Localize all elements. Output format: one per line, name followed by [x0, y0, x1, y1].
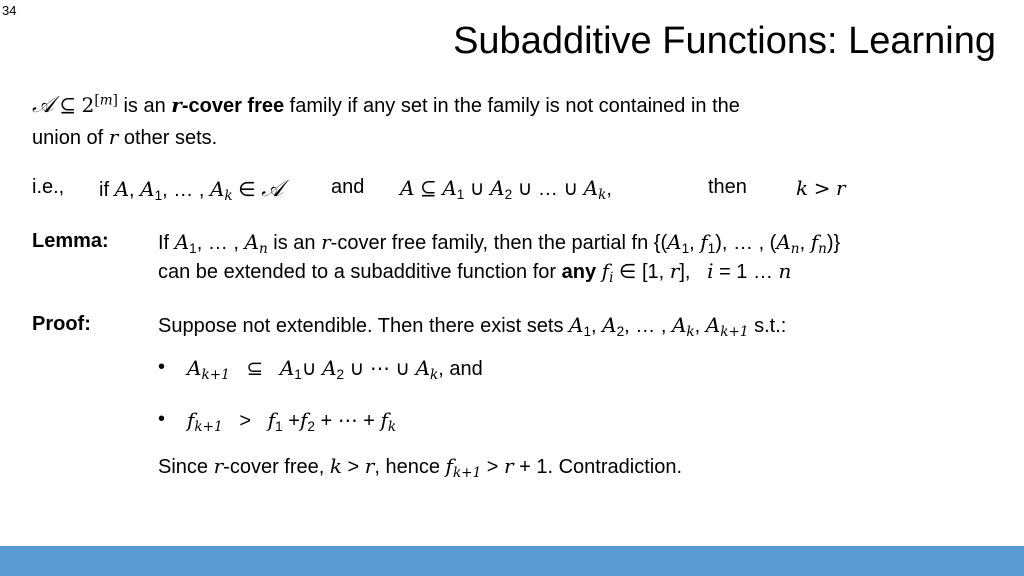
bullet-1-content: $A_{k+1}$ ⊆ $A_1\cup$ $A_2$ ∪ ⋯ ∪ $A_k$, and — [187, 356, 483, 383]
ie-conclusion: k > r — [796, 176, 846, 200]
bullet-2-marker: • — [158, 408, 166, 430]
proof-label: Proof: — [32, 313, 91, 335]
ie-then: then — [708, 176, 747, 198]
lemma-line-2: can be extended to a subadditive function for any $f_i$ ∈ [1, r], i = 1 … n — [158, 259, 792, 286]
definition-line-1: 𝒜 ⊆ 2[m] is an r-cover free family if any set in the family is not contained in the — [32, 92, 740, 118]
footer-bar — [0, 546, 1024, 576]
lemma-any: any — [561, 261, 597, 283]
lemma-line-1: If $A_1$, … , $A_n$ is an r-cover free family, then the partial fn {($A_1$, $f_1$), … , ($A_n$, $f_n$)} — [158, 230, 841, 257]
definition-line-2: union of r other sets. — [32, 125, 218, 149]
cover-free-term: -cover free — [181, 95, 285, 117]
slide-title: Subadditive Functions: Learning — [453, 20, 996, 62]
ie-condition: if A, $A_1$, … , $A_k$ ∈ 𝒜 — [99, 176, 283, 204]
ie-and: and — [331, 176, 365, 198]
slide-number: 34 — [2, 3, 17, 18]
bullet-1-marker: • — [158, 356, 166, 378]
proof-line-1: Suppose not extendible. Then there exist sets $A_1$, $A_2$, … , $A_k$, $A_{k+1}$ s.t.: — [158, 313, 787, 340]
lemma-label: Lemma: — [32, 230, 109, 252]
bullet-2-content: $f_{k+1} > f_1 +f_2$ + ⋯ + $f_k$ — [187, 408, 397, 435]
proof-conclusion: Since r-cover free, k > r, hence $f_{k+1} > r + 1$. Contradiction. — [158, 454, 683, 481]
definition-is-an: is an — [123, 95, 166, 117]
definition-family-text: family if any set in the family is not contained in the — [289, 95, 740, 117]
ie-subset-expression: A ⊆ $A_1$ ∪ $A_2$ ∪ … ∪ $A_k$, — [400, 176, 612, 203]
ie-label: i.e., — [32, 176, 65, 198]
